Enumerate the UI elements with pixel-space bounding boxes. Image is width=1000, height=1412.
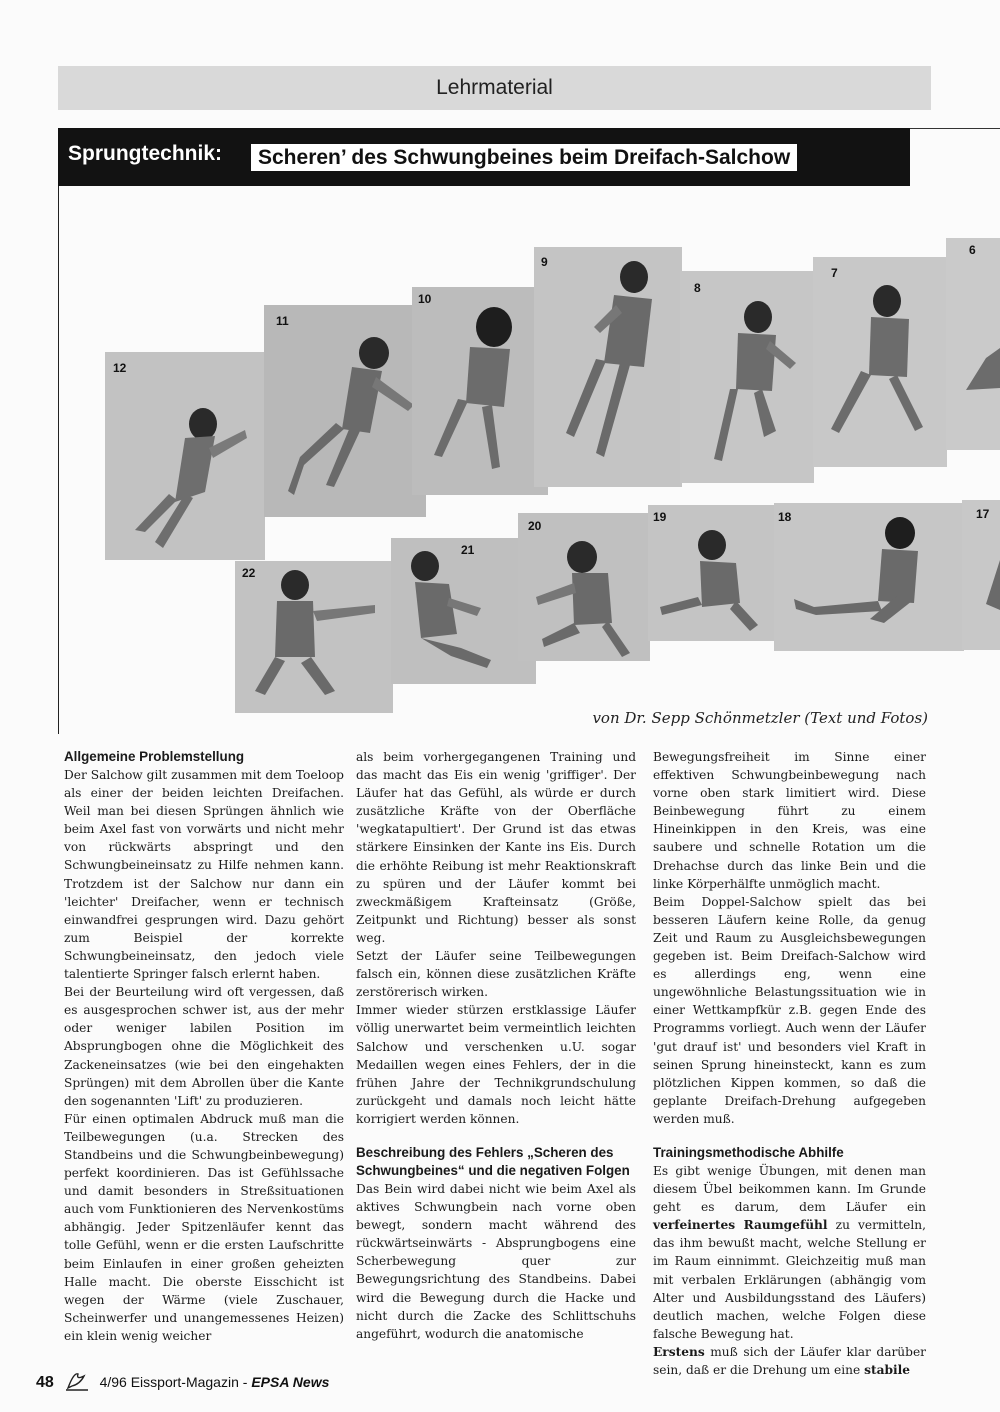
text-run: muß sich der Läufer klar darüber sein, daß er die Drehung um eine: [653, 1344, 926, 1377]
photo-frame-7: [813, 257, 947, 467]
skater-figure-image: [946, 238, 1000, 450]
section-heading: Beschreibung des Fehlers „Scheren des Schwungbeines“ und die negativen Folgen: [356, 1144, 630, 1178]
paragraph: Der Salchow gilt zusammen mit dem Toeloop als einer der beiden leichten Dreifachen. Weil man bei diesen Sprüngen ähnlich wie beim Axel fast von vorwärts und nicht mehr von rückwärts abspringt und den Schwungbeineinsatz zu Hilfe nehmen kann. Trotzdem ist der Salchow nur dann ein 'leichter' Dreifacher, wenn er technisch einwandfrei gesprungen wird. Dazu gehört zum Beispiel der korrekte Schwungbeineinsatz, den jedoch viele talentierte Springer falsch erlernt haben.: [64, 768, 344, 982]
skater-figure-image: [518, 513, 650, 661]
skater-figure-image: [774, 503, 964, 651]
frame-number: 9: [541, 255, 548, 269]
frame-number: 6: [969, 243, 976, 257]
photo-frame-19: [648, 505, 778, 641]
photo-frame-9: [534, 247, 682, 487]
emphasis: verfeinertes Raumgefühl: [653, 1218, 828, 1233]
frame-number: 18: [778, 510, 792, 524]
skater-figure-image: [962, 500, 1000, 650]
frame-number: 22: [242, 566, 256, 580]
divider: [910, 128, 1000, 129]
photo-frame-20: [518, 513, 650, 661]
photo-frame-10: [412, 287, 548, 495]
brand-name: EPSA News: [251, 1374, 330, 1390]
photo-frame-17: [962, 500, 1000, 650]
photo-frame-11: [264, 305, 426, 517]
skater-figure-image: [648, 505, 778, 641]
divider: [58, 186, 59, 734]
text-column-2: [356, 748, 636, 1343]
frame-number: 12: [113, 361, 127, 375]
photo-frame-8: [680, 271, 814, 483]
emphasis: stabile: [864, 1363, 911, 1377]
text-run: Es gibt wenige Übungen, mit denen man diesem Übel beikommen kann. Im Grunde geht es darum, dem Läufer ein: [653, 1163, 926, 1215]
paragraph: als beim vorhergegangenen Training und das macht das Eis ein wenig 'griffiger'. Der Läufer hat das Gefühl, als würde er durch zusätzliche Kräfte von der Oberfläche 'wegkatapultiert'. Der Grund ist das etwas stärkere Einsinken der Kante ins Eis. Durch die erhöhte Reibung ist mehr Reaktionskraft zu spüren und der Läufer kommt bei zweckmäßigem Krafteinsatz (Größe, Zeitpunkt und Richtung) besser als sonst weg.: [356, 750, 636, 945]
paragraph: [653, 1162, 926, 1343]
emphasis: Erstens: [653, 1344, 705, 1359]
paragraph: Bei der Beurteilung wird oft vergessen, daß es ausgesprochen schwer ist, aus der mehr oder weniger labilen Position im Absprungbogen ohne die Möglichkeit des Zackeneinsatzes (wie bei den eingehakten Sprüngen) mit dem Abrollen über die Kante den sogenannten 'Lift' zu produzieren.: [64, 985, 344, 1108]
text-column-1: [64, 748, 344, 1345]
photo-frame-6: [946, 238, 1000, 450]
skater-figure-image: [105, 352, 265, 560]
photo-frame-12: [105, 352, 265, 560]
article-category: Sprungtechnik:: [68, 142, 223, 165]
frame-number: 8: [694, 281, 701, 295]
issue-info: 4/96 Eissport-Magazin -: [99, 1374, 248, 1390]
photo-frame-21: [391, 538, 536, 684]
paragraph: Setzt der Läufer seine Teilbewegungen falsch ein, können diese zusätzlichen Kräfte zerstörerisch wirken.: [356, 949, 636, 1000]
byline: von Dr. Sepp Schönmetzler (Text und Fotos): [592, 709, 928, 727]
text-column-3: [653, 748, 926, 1379]
paragraph: Bewegungsfreiheit im Sinne einer effektiven Schwungbeinbewegung nach vorne oben stark limitiert wird. Diese Beinbewegung führt zu einem Hineinkippen in den Kreis, was eine saubere und schnelle Rotation um die Drehachse durch das linke Bein und die linke Körperhälfte unmöglich macht.: [653, 750, 926, 891]
skater-figure-image: [813, 257, 947, 467]
section-title: Lehrmaterial: [436, 76, 553, 99]
frame-number: 17: [976, 507, 990, 521]
section-heading: Allgemeine Problemstellung: [64, 749, 245, 764]
article-title-bar: [58, 128, 910, 186]
skater-figure-image: [235, 561, 393, 713]
magazine-logo-icon: [64, 1370, 90, 1392]
section-banner: [58, 66, 931, 110]
section-heading: Trainingsmethodische Abhilfe: [653, 1144, 844, 1160]
skater-figure-image: [534, 247, 682, 487]
paragraph: Beim Doppel-Salchow spielt das bei besseren Läufern keine Rolle, da genug Zeit und Raum zu Ausgleichsbewegungen gegeben ist. Beim Dreifach-Salchow wird es allerdings eng, wenn eine ungewöhnliche Belastungssituation wie in einer Wettkampfkür z.B. gegen Ende des Programms vorliegt. Auch wenn der Läufer 'gut drauf ist' und besonders viel Kraft in seinen Sprung hineinsteckt, kann es zum plötzlichen Kippen kommen, so daß die geplante Dreifach-Drehung aufgegeben werden muß.: [653, 894, 926, 1126]
paragraph: Für einen optimalen Abdruck muß man die Teilbewegungen (u.a. Strecken des Standbeins und die Schwungbeinbewegung) perfekt koordinieren. Das ist Gefühlssache und damit besonders in Streßsituationen auch vom Funktionieren des Nervenkostüms abhängig. Jeder Spitzenläufer kennt das tolle Gefühl, wenn er die ersten Laufschritte beim Einlaufen in einer großen geheizten Halle macht. Die oberste Eisschicht ist wegen der Wärme (viele Zuschauer, Scheinwerfer und unangemessenes Heizen) ein klein wenig weicher: [64, 1111, 344, 1343]
text-run: zu vermitteln, das ihm bewußt macht, welche Stellung er im Raum einnimmt. Gleichzeitig muß man mit verbalen Erklärungen (abhängig vom Alter und Ausbildungsstand des Läufers) deutlich machen, welche Folgen diese falsche Bewegung hat.: [653, 1218, 927, 1341]
page-footer: [36, 1370, 329, 1392]
paragraph: Das Bein wird dabei nicht wie beim Axel als aktives Schwungbein nach vorne oben bewegt, sondern macht während des rückwärtseinwärts - Absprungbogens eine Scherbewegung quer zur Bewegungsrichtung des Standbeins. Dabei wird die Bewegung durch die Hacke und nicht durch die Zacke des Schlittschuhs angeführt, wodurch die anatomische: [356, 1181, 636, 1341]
photo-frame-22: [235, 561, 393, 713]
frame-number: 19: [653, 510, 667, 524]
frame-number: 20: [528, 519, 542, 533]
paragraph: [653, 1343, 926, 1379]
photo-frame-18: [774, 503, 964, 651]
frame-number: 21: [461, 543, 475, 557]
paragraph: Immer wieder stürzen erstklassige Läufer völlig unerwartet beim vermeintlich leichten Salchow und verschenken u.U. sogar Medaillen wegen eines Fehlers, der in die frühen Jahre der Technikgrundschulung zurückgeht und damals noch leicht hätte korrigiert werden können.: [356, 1003, 636, 1126]
skater-figure-image: [412, 287, 548, 495]
skater-figure-image: [264, 305, 426, 517]
article-title: Scheren’ des Schwungbeines beim Dreifach-Salchow: [251, 144, 797, 171]
frame-number: 11: [276, 314, 289, 328]
page-number: 48: [36, 1374, 54, 1391]
frame-number: 10: [418, 292, 432, 306]
skater-figure-image: [391, 538, 536, 684]
skater-figure-image: [680, 271, 814, 483]
frame-number: 7: [831, 266, 838, 280]
